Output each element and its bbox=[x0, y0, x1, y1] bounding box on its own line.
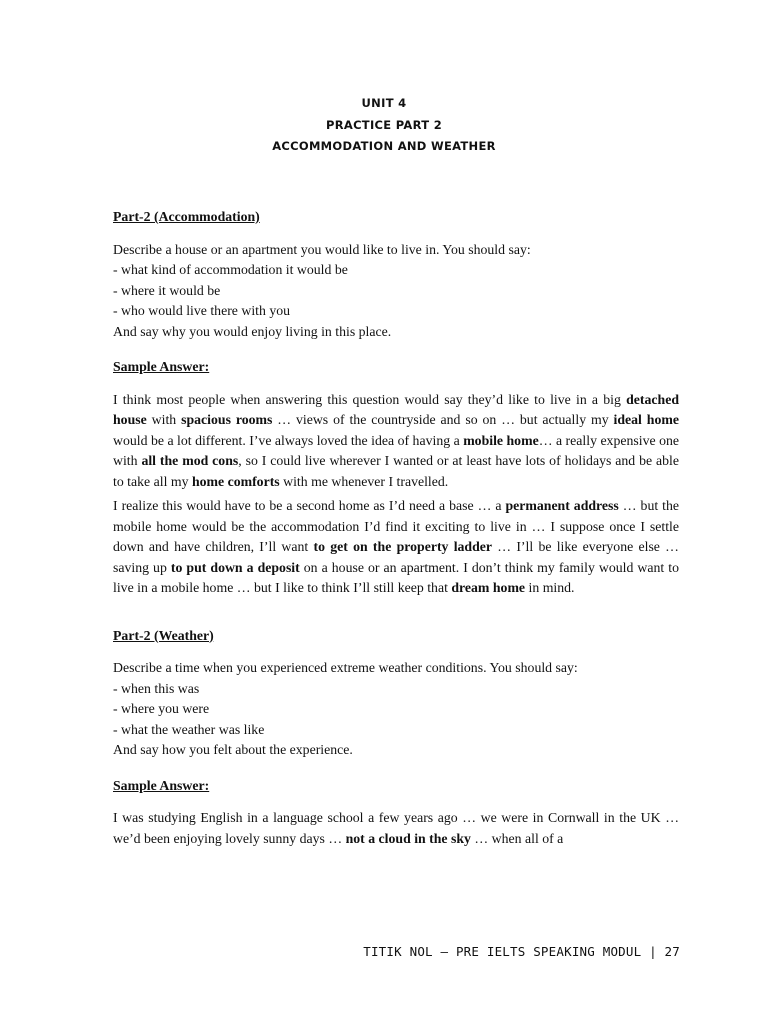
practice-heading: PRACTICE PART 2 bbox=[325, 118, 442, 132]
answer-paragraph: I was studying English in a language school a few years ago … we were in Cornwall in the UK … we’d been enjoying lovely sunny days … not a cloud in the sky … when all of a bbox=[113, 810, 679, 846]
page-footer: TITIK NOL – PRE IELTS SPEAKING MODUL | 27 bbox=[363, 944, 680, 959]
bold-phrase: to get on the property ladder bbox=[313, 539, 493, 554]
bold-phrase: dream home bbox=[451, 580, 526, 595]
section-title-accommodation: Part-2 (Accommodation) bbox=[113, 209, 260, 224]
prompt-outro: And say why you would enjoy living in this place. bbox=[113, 323, 392, 339]
answer-paragraph: I realize this would have to be a second home as I’d need a base … a permanent address … but the mobile home would be the accommodation I’d find it exciting to live in … I suppose once I settle down and have children, I’ll want to get on the property ladder … I’ll be like everyone else … saving up to put down a deposit on a house or an apartment. I don’t think my family would want to live in a mobile home … but I like to think I’ll still keep that dream home in mind. bbox=[113, 498, 680, 595]
answer-paragraph: I think most people when answering this question would say they’d like to live in a big detached house with spacious rooms … views of the countryside and so on … but actually my ideal home would be a lot different. I’ve always loved the idea of having a mobile home… a really expensive one with all the mod cons, so I could live wherever I wanted or at least have lots of holidays and be able to take all my home comforts with me whenever I travelled. bbox=[113, 391, 679, 489]
bold-phrase: not a cloud in the sky bbox=[345, 830, 471, 846]
prompt-item: - who would live there with you bbox=[113, 303, 291, 318]
prompt-accommodation bbox=[113, 240, 679, 343]
bold-phrase: all the mod cons bbox=[141, 453, 239, 468]
prompt-item: - when this was bbox=[113, 680, 200, 696]
bold-phrase: detached house bbox=[113, 391, 679, 427]
bold-phrase: permanent address bbox=[505, 498, 619, 513]
prompt-outro: And say how you felt about the experience. bbox=[113, 742, 353, 757]
section-title-weather: Part-2 (Weather) bbox=[113, 627, 214, 643]
unit-heading: UNIT 4 bbox=[361, 96, 407, 110]
topic-heading: ACCOMMODATION AND WEATHER bbox=[272, 139, 496, 153]
sample-answer-label: Sample Answer: bbox=[113, 359, 210, 374]
bold-phrase: mobile home bbox=[463, 432, 539, 448]
bold-phrase: to put down a deposit bbox=[170, 559, 300, 575]
bold-phrase: ideal home bbox=[613, 412, 679, 427]
sample-answer-label: Sample Answer: bbox=[113, 777, 210, 793]
document-body bbox=[113, 207, 679, 849]
prompt-intro: Describe a time when you experienced extreme weather conditions. You should say: bbox=[113, 660, 578, 675]
prompt-weather bbox=[113, 658, 679, 761]
bold-phrase: home comforts bbox=[191, 473, 280, 489]
bold-phrase: spacious rooms bbox=[181, 412, 273, 427]
prompt-item: - where it would be bbox=[113, 282, 221, 298]
prompt-item: - where you were bbox=[113, 701, 210, 716]
prompt-item: - what kind of accommodation it would be bbox=[113, 262, 348, 277]
prompt-item: - what the weather was like bbox=[113, 721, 265, 737]
prompt-intro: Describe a house or an apartment you would like to live in. You should say: bbox=[113, 241, 531, 257]
